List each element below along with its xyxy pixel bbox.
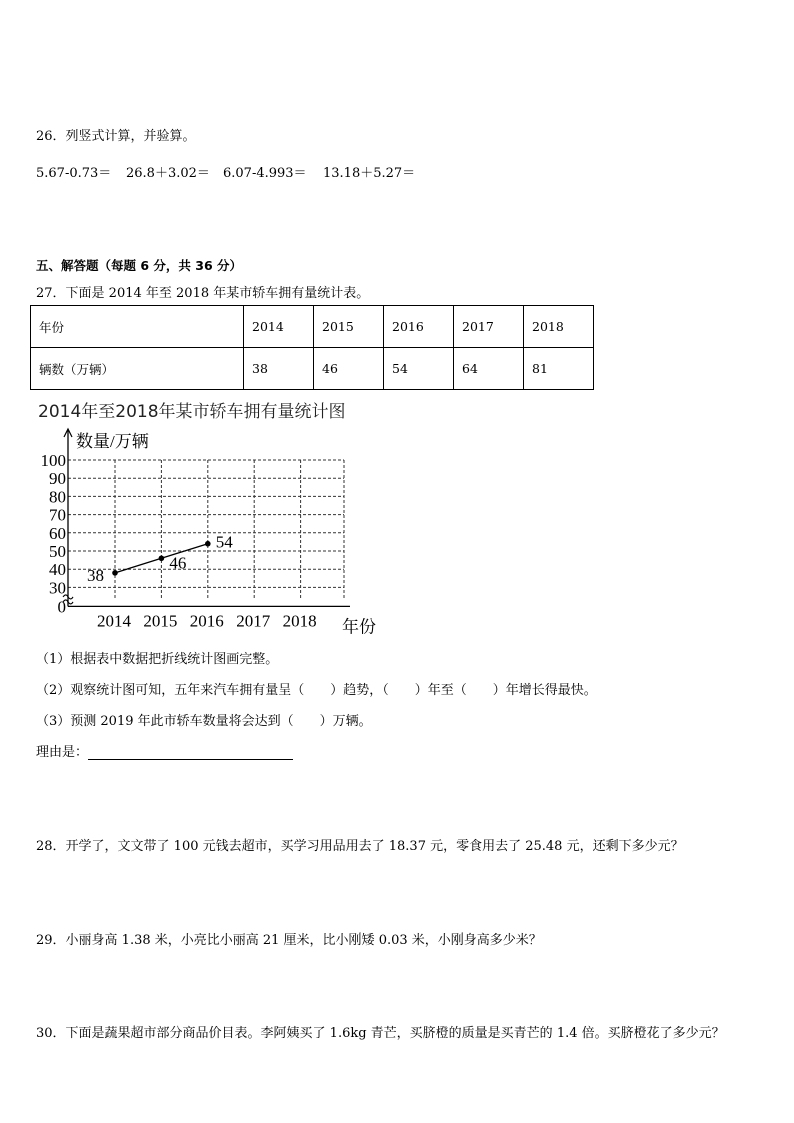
q27-sub2: （2）观察统计图可知，五年来汽车拥有量呈（ ）趋势，（ ）年至（ ）年增长得最快。 bbox=[36, 683, 597, 698]
table-cell: 2016 bbox=[384, 306, 454, 348]
data-label: 38 bbox=[87, 565, 104, 585]
table-cell: 2014 bbox=[244, 306, 314, 348]
y-tick-label: 100 bbox=[40, 451, 66, 470]
q30-text: 30．下面是蔬果超市部分商品价目表。李阿姨买了 1.6kg 青芒，买脐橙的质量是买青芒的 1.4 倍。买脐橙花了多少元？ bbox=[36, 1026, 725, 1041]
y-tick-label: 0 bbox=[57, 597, 66, 617]
q29-text: 29．小丽身高 1.38 米，小亮比小丽高 21 厘米，比小刚矮 0.03 米，小刚身高多少米？ bbox=[36, 933, 542, 948]
calc-item: 13.18＋5.27＝ bbox=[323, 166, 416, 181]
table-cell: 2017 bbox=[454, 306, 524, 348]
q27-sub3: （3）预测 2019 年此市轿车数量将会达到（ ）万辆。 bbox=[36, 714, 372, 729]
calc-item: 6.07-4.993＝ bbox=[223, 166, 307, 181]
y-axis-title: 数量/万辆 bbox=[76, 432, 149, 451]
q26-title: 26．列竖式计算，并验算。 bbox=[36, 129, 196, 144]
x-tick-label: 2017 bbox=[236, 611, 271, 631]
statistics-table bbox=[30, 305, 594, 390]
data-point bbox=[205, 541, 211, 547]
table-cell: 2015 bbox=[314, 306, 384, 348]
series-line-segment bbox=[115, 558, 161, 573]
section-heading: 五、解答题（每题 6 分，共 36 分） bbox=[36, 258, 243, 273]
q27-sub1: （1）根据表中数据把折线统计图画完整。 bbox=[36, 652, 279, 667]
table-cell: 38 bbox=[244, 348, 314, 390]
q28-text: 28．开学了，文文带了 100 元钱去超市，买学习用品用去了 18.37 元，零食用去了 25.48 元，还剩下多少元？ bbox=[36, 839, 684, 854]
table-header-cell: 年份 bbox=[31, 306, 244, 348]
data-point bbox=[112, 570, 118, 576]
reason-label: 理由是： bbox=[36, 745, 89, 760]
answer-blank[interactable] bbox=[88, 745, 293, 760]
data-label: 46 bbox=[169, 553, 187, 573]
calc-item: 5.67-0.73＝ bbox=[36, 166, 112, 181]
y-tick-label: 60 bbox=[49, 523, 66, 543]
x-tick-label: 2015 bbox=[143, 611, 178, 631]
table-cell: 81 bbox=[524, 348, 594, 390]
y-tick-label: 50 bbox=[49, 542, 66, 561]
table-cell: 46 bbox=[314, 348, 384, 390]
x-tick-label: 2016 bbox=[189, 611, 224, 631]
y-tick-label: 80 bbox=[49, 487, 66, 507]
line-chart bbox=[30, 425, 390, 640]
q27-intro: 27．下面是 2014 年至 2018 年某市轿车拥有量统计表。 bbox=[36, 286, 370, 301]
x-tick-label: 2018 bbox=[282, 611, 317, 631]
x-axis-title: 年份 bbox=[342, 617, 376, 637]
chart-title: 2014年至2018年某市轿车拥有量统计图 bbox=[38, 402, 346, 422]
table-cell: 2018 bbox=[524, 306, 594, 348]
y-tick-label: 40 bbox=[49, 560, 66, 580]
table-header-cell: 辆数（万辆） bbox=[31, 348, 244, 390]
data-point bbox=[159, 555, 165, 561]
table-cell: 54 bbox=[384, 348, 454, 390]
y-tick-label: 90 bbox=[49, 469, 66, 489]
data-label: 54 bbox=[215, 532, 233, 552]
calc-item: 26.8＋3.02＝ bbox=[126, 166, 210, 181]
table-row bbox=[31, 348, 594, 390]
table-cell: 64 bbox=[454, 348, 524, 390]
reason-line bbox=[36, 741, 293, 760]
y-tick-label: 30 bbox=[49, 578, 66, 598]
y-tick-label: 70 bbox=[49, 505, 66, 525]
table-row bbox=[31, 306, 594, 348]
x-tick-label: 2014 bbox=[97, 611, 131, 631]
